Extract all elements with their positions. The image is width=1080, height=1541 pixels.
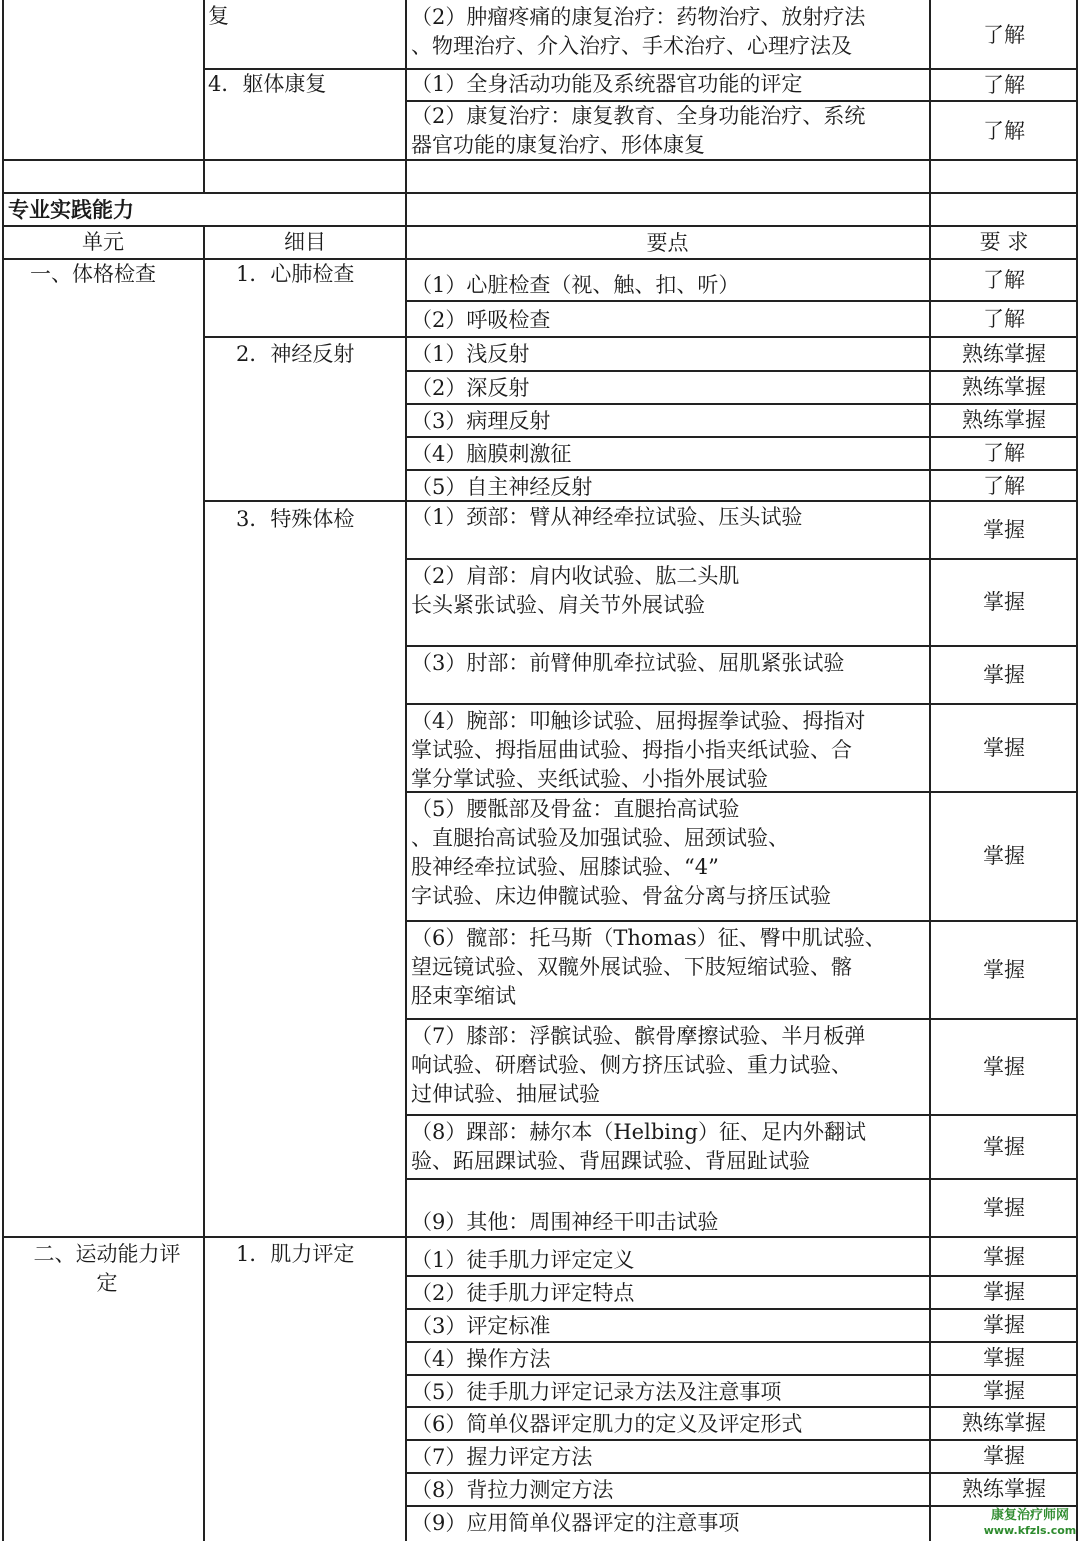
unit-physical-exam: 一、体格检查: [30, 262, 156, 286]
cell-point: （4）操作方法: [411, 1347, 551, 1371]
watermark-url: www.kfzls.com: [983, 1524, 1077, 1537]
cell-point: （8）背拉力测定方法: [411, 1478, 614, 1502]
table-hline: [405, 1406, 1078, 1408]
sub-cardiopulmonary: 1．心肺检查: [236, 262, 355, 286]
cell-point: （2）康复治疗：康复教育、全身功能治疗、系统 器官功能的康复治疗、形体康复: [411, 104, 866, 157]
cell-point: （5）自主神经反射: [411, 475, 593, 499]
cell-requirement: 掌握: [983, 1134, 1025, 1159]
table-hline: [405, 403, 1078, 405]
cell-requirement: 掌握: [983, 662, 1025, 687]
cell-requirement: 掌握: [983, 1195, 1025, 1220]
table-hline: [405, 558, 1078, 560]
cell-point: （5）腰骶部及骨盆：直腿抬高试验 、直腿抬高试验及加强试验、屈颈试验、 股神经牵拉试验、屈膝试验、“4” 字试验、床边伸髋试验、骨盆分离与挤压试验: [411, 797, 831, 908]
cell-point: （2）深反射: [411, 376, 530, 400]
table-hline: [2, 159, 1078, 161]
table-hline: [405, 370, 1078, 372]
cell-requirement: 了解: [983, 118, 1025, 143]
table-hline: [405, 469, 1078, 471]
cell-point: （2）呼吸检查: [411, 308, 551, 332]
cell-point: （2）肿瘤疼痛的康复治疗：药物治疗、放射疗法 、物理治疗、介入治疗、手术治疗、心理疗法及: [411, 5, 866, 58]
table-hline: [405, 645, 1078, 647]
table-hline: [405, 1341, 1078, 1343]
table-hline: [405, 1308, 1078, 1310]
table-hline: [405, 1275, 1078, 1277]
table-hline: [203, 68, 1078, 70]
cell-requirement: 了解: [983, 441, 1025, 465]
cell-requirement: 掌握: [983, 1346, 1025, 1370]
table-hline: [405, 791, 1078, 793]
cell-requirement: 熟练掌握: [962, 341, 1046, 366]
table-hline: [405, 1472, 1078, 1474]
cell-requirement: 熟练掌握: [962, 408, 1046, 432]
table-hline: [405, 1114, 1078, 1116]
table-hline: [405, 436, 1078, 438]
cell-requirement: 了解: [983, 473, 1025, 498]
table-hline: [405, 1505, 1078, 1507]
watermark-name: 康复治疗师网: [990, 1508, 1069, 1523]
cell-point: （7）膝部：浮髌试验、髌骨摩擦试验、半月板弹 响试验、研磨试验、侧方挤压试验、重力试验、 过伸试验、抽屉试验: [411, 1024, 866, 1106]
table-hline: [2, 1236, 1078, 1238]
header-requirement: 要 求: [979, 229, 1029, 254]
cell-requirement: 掌握: [983, 590, 1025, 614]
cell-point: （1）心脏检查（视、触、扣、听）: [411, 273, 740, 297]
cell-point: （2）徒手肌力评定特点: [411, 1281, 635, 1305]
table-vline: [203, 226, 205, 1541]
site-watermark: [980, 1508, 1080, 1541]
sub-special-exam: 3．特殊体检: [236, 507, 355, 531]
cell-point: （9）应用简单仪器评定的注意事项: [411, 1511, 740, 1535]
cell-point: （3）评定标准: [411, 1314, 551, 1338]
table-hline: [203, 500, 1078, 502]
unit-motor-assessment: 二、运动能力评 定: [33, 1242, 181, 1295]
table-hline: [405, 300, 1078, 302]
cell-requirement: 掌握: [983, 1054, 1025, 1079]
cell-point: （1）徒手肌力评定定义: [411, 1248, 635, 1272]
cell-point: （1）浅反射: [411, 342, 530, 366]
table-hline: [405, 920, 1078, 922]
table-hline: [2, 225, 1078, 227]
table-hline: [2, 258, 1078, 260]
cell-requirement: 掌握: [983, 1245, 1025, 1269]
cell-requirement: 掌握: [983, 1313, 1025, 1337]
table-hline: [405, 1374, 1078, 1376]
cell-requirement: 掌握: [983, 1444, 1025, 1468]
cell-point: （3）病理反射: [411, 409, 551, 433]
table-hline: [405, 100, 1078, 102]
cell-point: （6）简单仪器评定肌力的定义及评定形式: [411, 1412, 803, 1436]
cell-requirement: 掌握: [983, 1378, 1025, 1403]
cell-sub: 4．躯体康复: [208, 72, 327, 96]
cell-requirement: 掌握: [983, 1280, 1025, 1304]
cell-point: （8）踝部：赫尔本（Helbing）征、足内外翻试 验、跖屈踝试验、背屈踝试验、背屈趾试验: [411, 1120, 866, 1173]
header-unit: 单元: [82, 229, 124, 254]
table-vline: [2, 0, 4, 1541]
cell-requirement: 了解: [983, 268, 1025, 292]
cell-point: （4）腕部：叩触诊试验、屈拇握拳试验、拇指对 掌试验、拇指屈曲试验、拇指小指夹纸试验、合 掌分掌试验、夹纸试验、小指外展试验: [411, 709, 866, 791]
cell-requirement: 了解: [983, 72, 1025, 97]
cell-point: （2）肩部：肩内收试验、肱二头肌 长头紧张试验、肩关节外展试验: [411, 564, 740, 617]
cell-sub: 复: [208, 4, 229, 28]
table-hline: [405, 1018, 1078, 1020]
table-hline: [405, 1178, 1078, 1180]
table-hline: [405, 1439, 1078, 1441]
cell-point: （1）全身活动功能及系统器官功能的评定: [411, 72, 803, 96]
table-hline: [203, 336, 1078, 338]
cell-point: （5）徒手肌力评定记录方法及注意事项: [411, 1380, 782, 1404]
cell-requirement: 熟练掌握: [962, 1477, 1046, 1501]
section-title: 专业实践能力: [8, 198, 134, 222]
cell-point: （9）其他：周围神经干叩击试验: [411, 1210, 719, 1234]
header-sub: 细目: [284, 229, 326, 254]
header-point: 要点: [646, 230, 689, 255]
cell-requirement: 熟练掌握: [962, 375, 1046, 399]
cell-point: （7）握力评定方法: [411, 1445, 593, 1469]
cell-requirement: 熟练掌握: [962, 1411, 1046, 1435]
cell-point: （1）颈部：臂从神经牵拉试验、压头试验: [411, 505, 803, 529]
cell-point: （6）髋部：托马斯（Thomas）征、臀中肌试验、 望远镜试验、双髋外展试验、下肢短缩试验、髂 胫束挛缩试: [411, 926, 886, 1008]
cell-requirement: 了解: [983, 22, 1025, 47]
table-vline: [203, 0, 205, 193]
cell-requirement: 掌握: [983, 844, 1025, 868]
cell-requirement: 掌握: [983, 518, 1025, 542]
cell-point: （3）肘部：前臂伸肌牵拉试验、屈肌紧张试验: [411, 651, 845, 675]
cell-requirement: 掌握: [983, 735, 1025, 760]
cell-requirement: 了解: [983, 306, 1025, 331]
table-hline: [2, 192, 1078, 194]
sub-muscle-strength: 1．肌力评定: [236, 1242, 355, 1266]
cell-point: （4）脑膜刺激征: [411, 442, 572, 466]
table-hline: [405, 703, 1078, 705]
sub-reflexes: 2．神经反射: [236, 342, 355, 366]
cell-requirement: 掌握: [983, 957, 1025, 982]
